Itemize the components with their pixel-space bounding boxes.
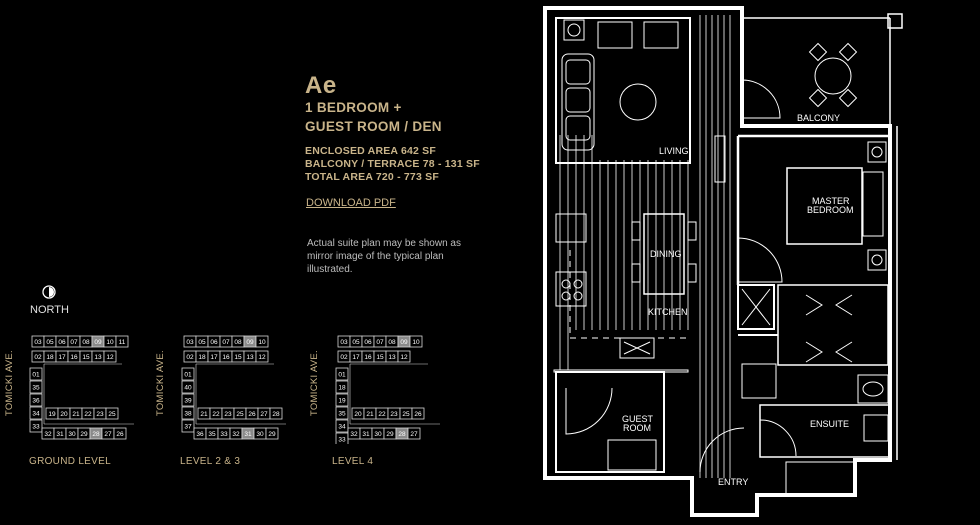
unit-07-number: 07 xyxy=(376,339,384,346)
unit-23-number: 23 xyxy=(390,411,398,418)
unit-18-number: 18 xyxy=(46,354,54,361)
download-pdf-link[interactable]: DOWNLOAD PDF xyxy=(306,197,396,209)
unit-30-number: 30 xyxy=(68,431,76,438)
unit-32-number: 32 xyxy=(44,431,52,438)
unit-05-number: 05 xyxy=(46,339,54,346)
street-label-ground: TOMICKI AVE. xyxy=(4,350,15,417)
unit-35-number: 35 xyxy=(32,384,40,392)
unit-31-number: 31 xyxy=(56,431,64,438)
unit-35-number: 35 xyxy=(338,410,346,418)
unit-34-number: 34 xyxy=(32,410,40,418)
unit-39-number: 39 xyxy=(184,397,192,405)
unit-21-number: 21 xyxy=(72,411,80,418)
unit-09-number: 09 xyxy=(400,339,408,346)
room-label-entry: ENTRY xyxy=(718,477,749,487)
level-4-label[interactable]: LEVEL 4 xyxy=(332,456,374,467)
unit-18-number: 18 xyxy=(198,354,206,361)
balcony-area: BALCONY / TERRACE 78 - 131 SF xyxy=(305,158,480,170)
north-arrow-icon xyxy=(42,285,56,304)
unit-18-number: 18 xyxy=(338,384,346,392)
unit-20-number: 20 xyxy=(354,411,362,418)
level-2-3-label[interactable]: LEVEL 2 & 3 xyxy=(180,456,241,467)
keyplan-level23[interactable] xyxy=(174,332,298,449)
unit-30-number: 30 xyxy=(374,431,382,438)
unit-02-number: 02 xyxy=(34,354,42,361)
unit-33-number: 33 xyxy=(32,423,40,431)
unit-25-number: 25 xyxy=(108,411,116,418)
disclaimer-text: Actual suite plan may be shown as mirror image of the typical plan illustrated. xyxy=(307,238,461,275)
room-label-living: LIVING xyxy=(659,146,689,156)
unit-28-number: 28 xyxy=(92,431,100,438)
unit-29-number: 29 xyxy=(386,431,394,438)
unit-12-number: 12 xyxy=(400,354,408,361)
unit-type-line-1: 1 BEDROOM + xyxy=(305,100,402,115)
street-label-level4: TOMICKI AVE. xyxy=(309,350,320,417)
unit-01-number: 01 xyxy=(184,371,192,379)
enclosed-area: ENCLOSED AREA 642 SF xyxy=(305,145,436,157)
keyplan-ground[interactable] xyxy=(22,332,146,449)
unit-03-number: 03 xyxy=(186,339,194,346)
unit-26-number: 26 xyxy=(414,411,422,418)
unit-05-number: 05 xyxy=(198,339,206,346)
room-label-master-2: BEDROOM xyxy=(807,205,854,215)
north-label: NORTH xyxy=(30,304,69,316)
unit-12-number: 12 xyxy=(106,354,114,361)
unit-15-number: 15 xyxy=(82,354,90,361)
floor-plan xyxy=(540,0,980,525)
room-label-guest-1: GUEST xyxy=(622,414,654,424)
unit-03-number: 03 xyxy=(34,339,42,346)
unit-15-number: 15 xyxy=(376,354,384,361)
unit-12-number: 12 xyxy=(258,354,266,361)
unit-20-number: 20 xyxy=(60,411,68,418)
unit-22-number: 22 xyxy=(378,411,386,418)
unit-01-number: 01 xyxy=(32,371,40,379)
unit-40-number: 40 xyxy=(184,384,192,392)
room-label-guest-2: ROOM xyxy=(623,423,651,433)
room-label-ensuite: ENSUITE xyxy=(810,419,850,429)
unit-34-number: 34 xyxy=(338,423,346,431)
unit-25-number: 25 xyxy=(402,411,410,418)
unit-16-number: 16 xyxy=(222,354,230,361)
unit-13-number: 13 xyxy=(246,354,254,361)
unit-23-number: 23 xyxy=(96,411,104,418)
level-ground-label[interactable]: GROUND LEVEL xyxy=(29,456,111,467)
unit-26-number: 26 xyxy=(116,431,124,438)
unit-17-number: 17 xyxy=(352,354,360,361)
unit-21-number: 21 xyxy=(200,411,208,418)
unit-36-number: 36 xyxy=(32,397,40,405)
unit-01-number: 01 xyxy=(338,371,346,379)
unit-21-number: 21 xyxy=(366,411,374,418)
unit-26-number: 26 xyxy=(248,411,256,418)
unit-06-number: 06 xyxy=(210,339,218,346)
unit-07-number: 07 xyxy=(222,339,230,346)
unit-16-number: 16 xyxy=(364,354,372,361)
unit-22-number: 22 xyxy=(84,411,92,418)
unit-11-number: 11 xyxy=(118,339,126,346)
unit-32-number: 32 xyxy=(232,431,240,438)
unit-28-number: 28 xyxy=(398,431,406,438)
unit-27-number: 27 xyxy=(260,411,268,418)
unit-15-number: 15 xyxy=(234,354,242,361)
unit-17-number: 17 xyxy=(58,354,66,361)
unit-29-number: 29 xyxy=(268,431,276,438)
room-label-balcony: BALCONY xyxy=(797,113,841,123)
unit-06-number: 06 xyxy=(364,339,372,346)
unit-13-number: 13 xyxy=(94,354,102,361)
unit-05-number: 05 xyxy=(352,339,360,346)
unit-31-number: 31 xyxy=(362,431,370,438)
unit-type-line-2: GUEST ROOM / DEN xyxy=(305,119,442,134)
unit-28-number: 28 xyxy=(272,411,280,418)
room-label-dining: DINING xyxy=(650,249,682,259)
unit-33-number: 33 xyxy=(338,436,346,444)
unit-10-number: 10 xyxy=(106,339,114,346)
unit-09-number: 09 xyxy=(94,339,102,346)
unit-22-number: 22 xyxy=(212,411,220,418)
unit-13-number: 13 xyxy=(388,354,396,361)
unit-37-number: 37 xyxy=(184,423,192,431)
unit-27-number: 27 xyxy=(104,431,112,438)
unit-19-number: 19 xyxy=(338,397,346,405)
keyplan-level4[interactable] xyxy=(328,332,452,449)
unit-10-number: 10 xyxy=(258,339,266,346)
unit-08-number: 08 xyxy=(82,339,90,346)
unit-38-number: 38 xyxy=(184,410,192,418)
room-label-master-1: MASTER xyxy=(812,196,850,206)
unit-10-number: 10 xyxy=(412,339,420,346)
unit-08-number: 08 xyxy=(234,339,242,346)
unit-16-number: 16 xyxy=(70,354,78,361)
street-label-level23: TOMICKI AVE. xyxy=(155,350,166,417)
unit-09-number: 09 xyxy=(246,339,254,346)
unit-03-number: 03 xyxy=(340,339,348,346)
unit-02-number: 02 xyxy=(340,354,348,361)
unit-17-number: 17 xyxy=(210,354,218,361)
unit-19-number: 19 xyxy=(48,411,56,418)
unit-08-number: 08 xyxy=(388,339,396,346)
unit-30-number: 30 xyxy=(256,431,264,438)
unit-33-number: 33 xyxy=(220,431,228,438)
total-area: TOTAL AREA 720 - 773 SF xyxy=(305,171,439,183)
unit-07-number: 07 xyxy=(70,339,78,346)
unit-36-number: 36 xyxy=(196,431,204,438)
unit-32-number: 32 xyxy=(350,431,358,438)
room-label-kitchen: KITCHEN xyxy=(648,307,688,317)
unit-02-number: 02 xyxy=(186,354,194,361)
unit-35-number: 35 xyxy=(208,431,216,438)
unit-31-number: 31 xyxy=(244,431,252,438)
unit-06-number: 06 xyxy=(58,339,66,346)
unit-code: Ae xyxy=(305,72,337,99)
unit-23-number: 23 xyxy=(224,411,232,418)
unit-29-number: 29 xyxy=(80,431,88,438)
unit-25-number: 25 xyxy=(236,411,244,418)
unit-27-number: 27 xyxy=(410,431,418,438)
